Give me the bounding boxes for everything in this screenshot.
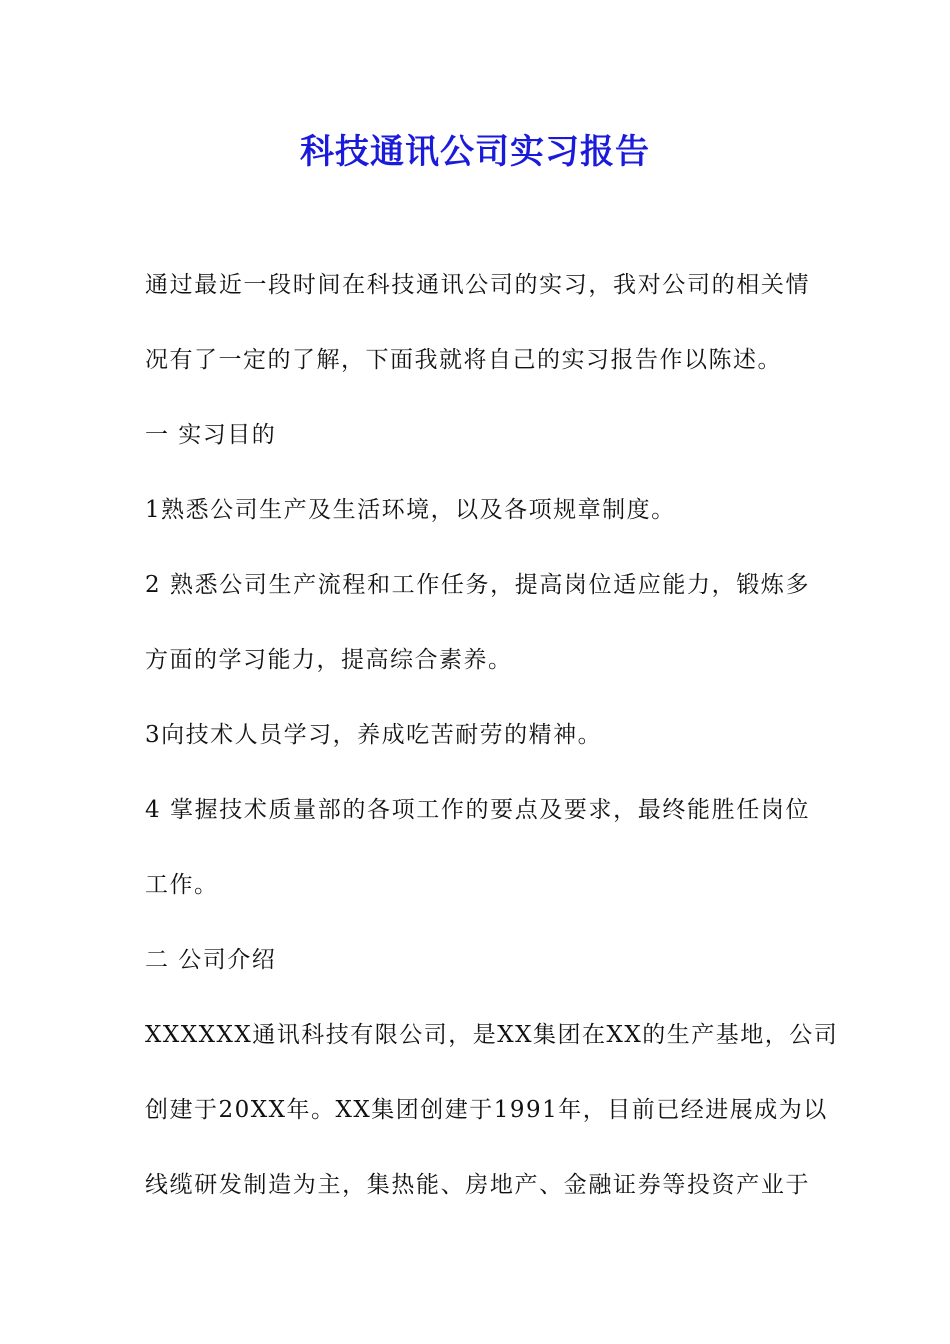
paragraph-line: 通过最近一段时间在科技通讯公司的实习，我对公司的相关情 (145, 272, 810, 298)
paragraph-line: 线缆研发制造为主，集热能、房地产、金融证券等投资产业于 (145, 1172, 810, 1198)
paragraph-line: 创建于20XX年。XX集团创建于1991年，目前已经进展成为以 (145, 1097, 828, 1123)
list-item: 3向技术人员学习，养成吃苦耐劳的精神。 (145, 722, 603, 748)
document-body (145, 260, 839, 1235)
section-heading: 一 实习目的 (145, 422, 277, 448)
list-item-continuation: 工作。 (145, 872, 219, 898)
list-item-continuation: 方面的学习能力，提高综合素养。 (145, 647, 513, 673)
document-title: 科技通讯公司实习报告 (300, 132, 650, 172)
section-heading: 二 公司介绍 (145, 947, 277, 973)
list-item: 2 熟悉公司生产流程和工作任务，提高岗位适应能力，锻炼多 (145, 572, 810, 598)
paragraph-line: XXXXXX通讯科技有限公司，是XX集团在XX的生产基地，公司 (145, 1022, 839, 1048)
list-item: 1熟悉公司生产及生活环境，以及各项规章制度。 (145, 497, 676, 523)
paragraph-line: 况有了一定的了解，下面我就将自己的实习报告作以陈述。 (145, 347, 782, 373)
list-item: 4 掌握技术质量部的各项工作的要点及要求，最终能胜任岗位 (145, 797, 810, 823)
